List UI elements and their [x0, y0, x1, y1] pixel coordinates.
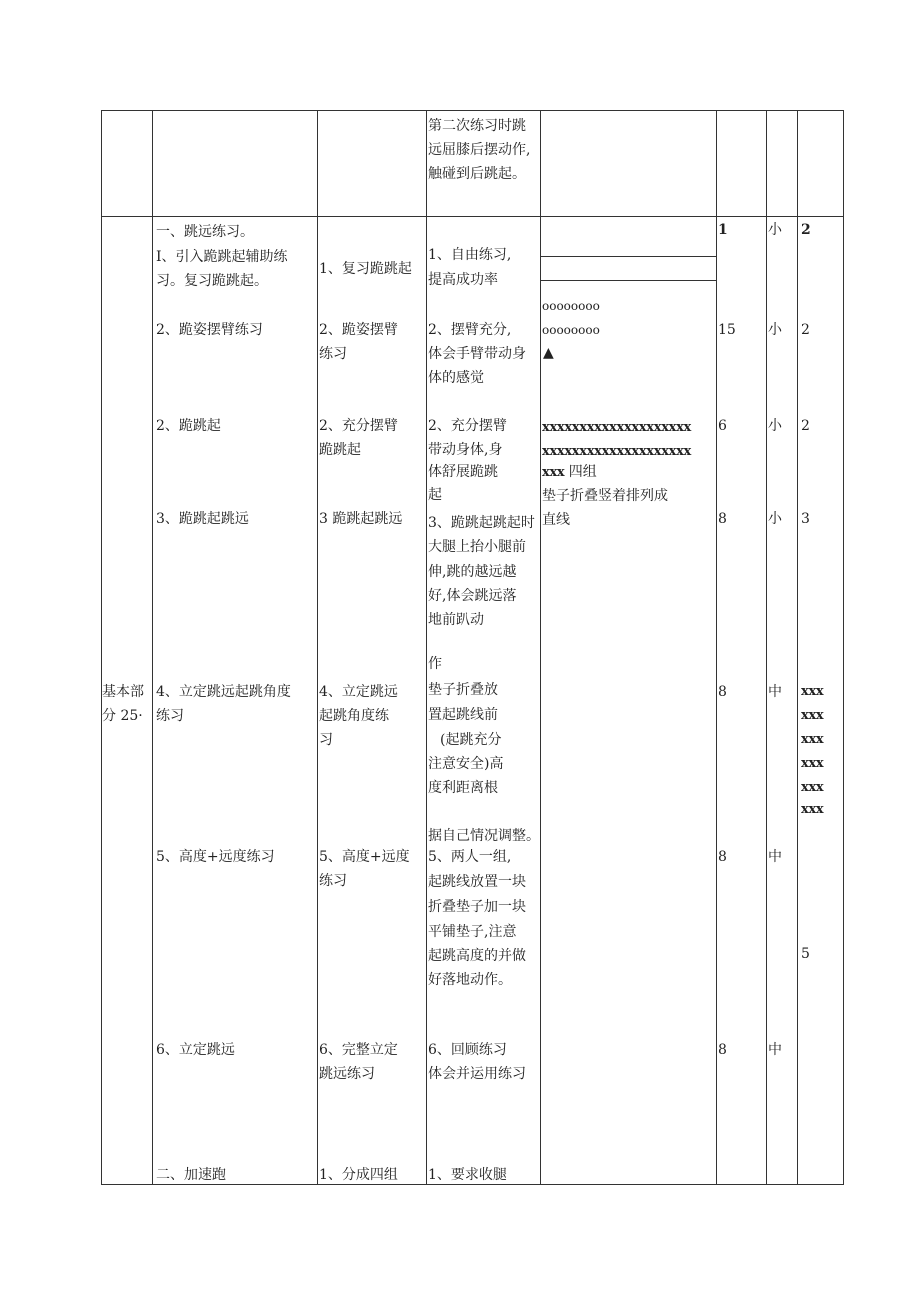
- student-2a: 2、摆臂充分,: [428, 322, 512, 338]
- student-3a: 2、充分摆臂: [428, 418, 507, 434]
- student-2b: 体会手臂带动身: [428, 346, 526, 362]
- teacher-7a: 6、完整立定: [319, 1042, 398, 1058]
- mat-arrangement-line-1: 垫子折叠竖着排列成: [542, 488, 668, 504]
- content-item-3: 2、跪跳起: [156, 418, 221, 434]
- student-5f: 度利距离根: [428, 780, 498, 796]
- student-5e: 注意安全)高: [428, 756, 504, 772]
- student-4a: 3、跪跳起跳起时: [428, 515, 535, 531]
- student-6b: 5、两人一组,: [428, 849, 512, 865]
- content-item-2: 2、跪姿摆臂练习: [156, 322, 263, 338]
- student-6a: 据自己情况调整。: [428, 828, 540, 844]
- time-7: 8: [718, 1042, 727, 1058]
- groups-1: 2: [801, 222, 811, 238]
- student-5d: (起跳充分: [440, 732, 502, 748]
- formation-x-row-2: xxxxxxxxxxxxxxxxxxxx: [542, 444, 692, 459]
- content-heading-2: 二、加速跑: [156, 1167, 226, 1183]
- intensity-7: 中: [768, 1042, 782, 1058]
- groups-x-6: xxx: [801, 802, 824, 817]
- time-4: 8: [718, 511, 727, 527]
- formation-circles-row-2: oooooooo: [542, 323, 600, 337]
- student-5a: 作: [428, 656, 442, 672]
- student-4d: 好,体会跳远落: [428, 588, 517, 604]
- formation-x-row-1: xxxxxxxxxxxxxxxxxxxx: [542, 420, 692, 435]
- col-line-2: [317, 110, 318, 1185]
- student-3c: 体舒展跪跳: [428, 464, 498, 480]
- time-1: 1: [718, 222, 728, 238]
- org-subline-1: [541, 256, 716, 257]
- col-line-0: [101, 110, 102, 1185]
- groups-x-5: xxx: [801, 780, 824, 795]
- student-8: 1、要求收腿: [428, 1167, 507, 1183]
- student-3d: 起: [428, 487, 442, 503]
- col-line-7: [797, 110, 798, 1185]
- teacher-6b: 练习: [319, 873, 347, 889]
- top-method-line-3: 触碰到后跳起。: [428, 166, 526, 182]
- groups-3: 2: [801, 418, 810, 434]
- intensity-3: 小: [768, 418, 782, 434]
- student-4e: 地前趴动: [428, 612, 484, 628]
- groups-4: 3: [801, 511, 810, 527]
- col-line-6: [766, 110, 767, 1185]
- student-4c: 伸,跳的越远越: [428, 564, 517, 580]
- formation-circles-row-1: oooooooo: [542, 299, 600, 313]
- teacher-5a: 4、立定跳远: [319, 684, 398, 700]
- teacher-5c: 习: [319, 732, 333, 748]
- content-item-1a: I、引入跪跳起辅助练: [156, 249, 288, 265]
- content-heading-1: 一、跳远练习。: [156, 224, 254, 240]
- time-5: 8: [718, 684, 727, 700]
- teacher-2b: 练习: [319, 346, 347, 362]
- content-item-5a: 4、立定跳远起跳角度: [156, 684, 291, 700]
- teacher-7b: 跳远练习: [319, 1066, 375, 1082]
- teacher-1: 1、复习跪跳起: [319, 261, 412, 277]
- student-6f: 起跳高度的并做: [428, 948, 526, 964]
- student-6c: 起跳线放置一块: [428, 874, 526, 890]
- groups-x-1: xxx: [801, 684, 824, 699]
- col-line-8: [843, 110, 844, 1185]
- teacher-3b: 跪跳起: [319, 442, 361, 458]
- content-item-7: 6、立定跳远: [156, 1042, 235, 1058]
- col-line-5: [716, 110, 717, 1185]
- student-6g: 好落地动作。: [428, 972, 512, 988]
- formation-x-row-3: [542, 460, 597, 485]
- teacher-position-icon: ▲: [543, 345, 554, 361]
- groups-x-3: xxx: [801, 732, 824, 747]
- student-7b: 体会并运用练习: [428, 1066, 526, 1082]
- time-2: 15: [718, 322, 736, 338]
- teacher-8: 1、分成四组: [319, 1167, 398, 1183]
- content-item-6: 5、高度+远度练习: [156, 849, 275, 865]
- student-3b: 带动身体,身: [428, 442, 503, 458]
- teacher-3a: 2、充分摆臂: [319, 418, 398, 434]
- student-5b: 垫子折叠放: [428, 682, 498, 698]
- section-label-line-1: 基本部: [102, 684, 144, 700]
- top-method-line-2: 远屈膝后摆动作,: [428, 142, 531, 158]
- content-item-1b: 习。复习跪跳起。: [156, 273, 268, 289]
- col-line-1: [152, 110, 153, 1185]
- groups-x-2: xxx: [801, 708, 824, 723]
- groups-5: 5: [801, 946, 810, 962]
- student-6d: 折叠垫子加一块: [428, 899, 526, 915]
- org-subline-2: [541, 280, 716, 281]
- top-method-line-1: 第二次练习时跳: [428, 118, 526, 134]
- intensity-2: 小: [768, 322, 782, 338]
- col-line-3: [426, 110, 427, 1185]
- intensity-5: 中: [768, 684, 782, 700]
- row-divider: [101, 216, 844, 217]
- intensity-1: 小: [768, 222, 782, 238]
- groups-x-4: xxx: [801, 756, 824, 771]
- student-1b: 提高成功率: [428, 272, 498, 288]
- student-1a: 1、自由练习,: [428, 247, 512, 263]
- student-7a: 6、回顾练习: [428, 1042, 507, 1058]
- formation-x-row-3-marks: xxx: [542, 465, 565, 480]
- content-item-5b: 练习: [156, 708, 184, 724]
- col-line-4: [540, 110, 541, 1185]
- time-6: 8: [718, 849, 727, 865]
- teacher-2a: 2、跪姿摆臂: [319, 322, 398, 338]
- section-label-line-2: 分 25·: [102, 708, 143, 724]
- student-6e: 平铺垫子,注意: [428, 924, 517, 940]
- student-4b: 大腿上抬小腿前: [428, 539, 526, 555]
- student-2c: 体的感觉: [428, 370, 484, 386]
- formation-x-row-3-label: 四组: [564, 464, 597, 480]
- mat-arrangement-line-2: 直线: [542, 512, 570, 528]
- groups-2: 2: [801, 322, 810, 338]
- student-5c: 置起跳线前: [428, 707, 498, 723]
- time-3: 6: [718, 418, 727, 434]
- intensity-4: 小: [768, 511, 782, 527]
- content-item-4: 3、跪跳起跳远: [156, 511, 249, 527]
- teacher-6a: 5、高度+远度: [319, 849, 410, 865]
- teacher-5b: 起跳角度练: [319, 708, 389, 724]
- table-border-top: [101, 110, 844, 111]
- intensity-6: 中: [768, 849, 782, 865]
- teacher-4: 3 跪跳起跳远: [319, 511, 403, 527]
